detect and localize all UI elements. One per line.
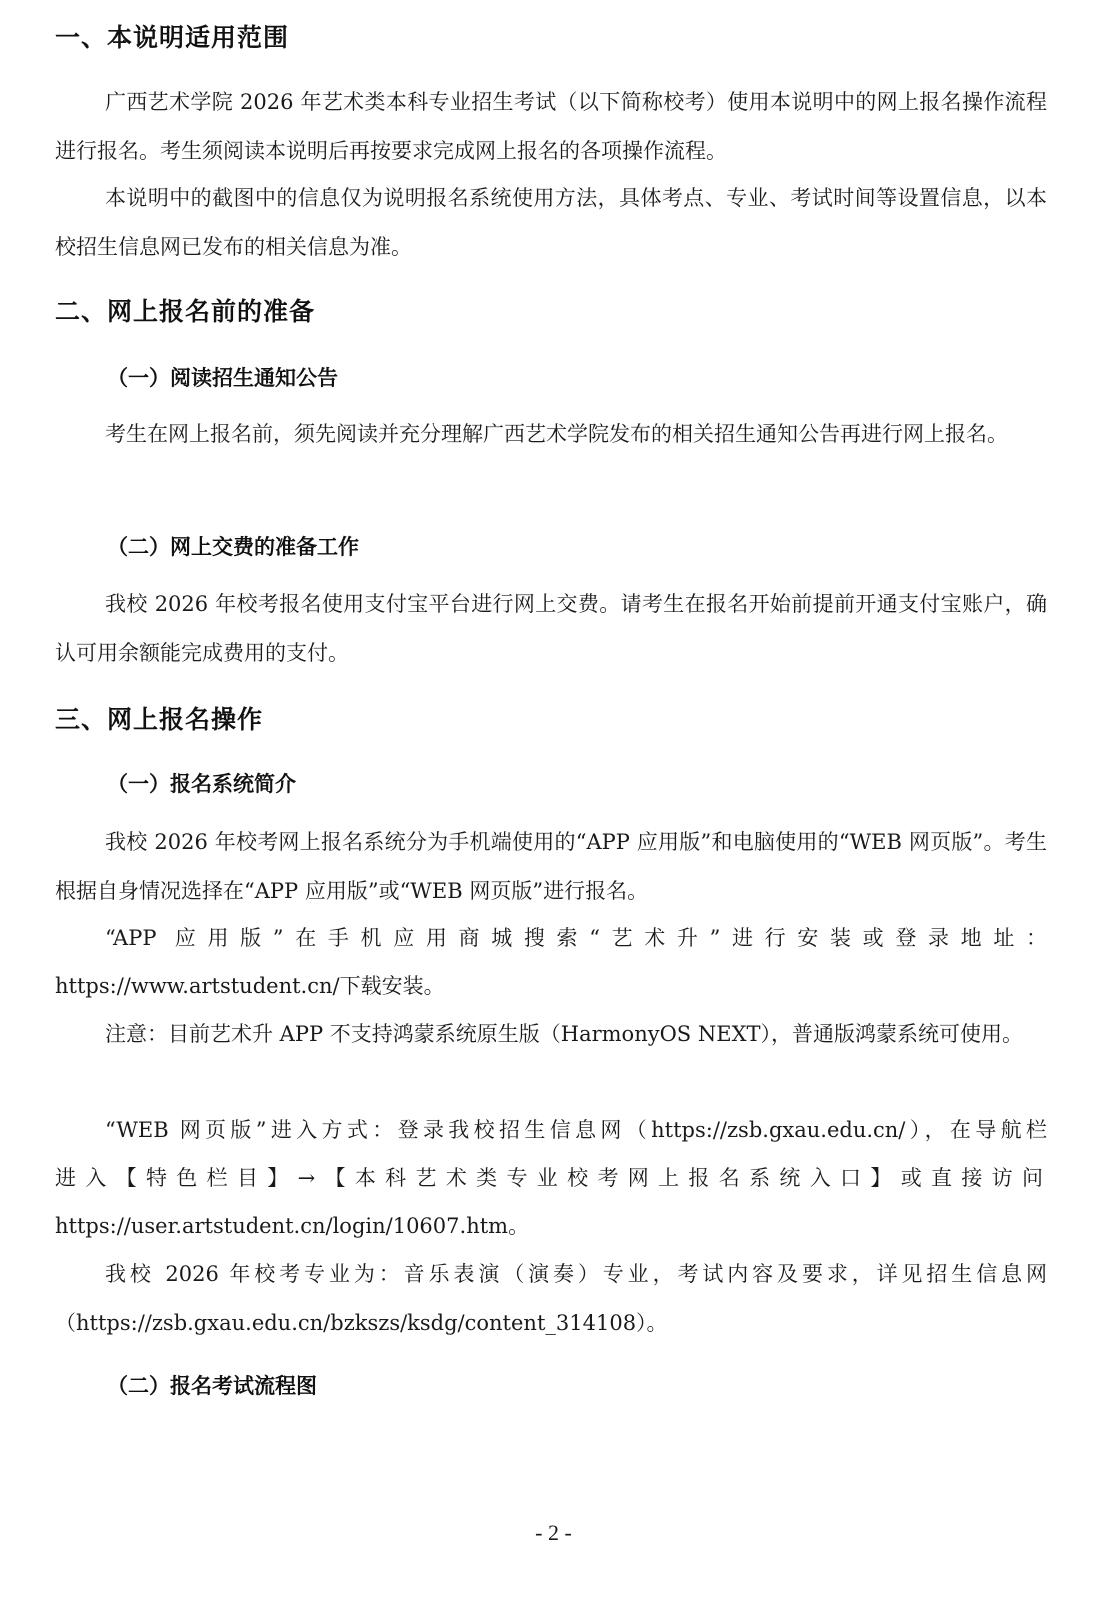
paragraph-web-version: “WEB 网页版”进入方式：登录我校招生信息网（https://zsb.gxau.edu.cn/），在导航栏 <box>105 1118 1047 1142</box>
paragraph-scope-2: 本说明中的截图中的信息仅为说明报名系统使用方法，具体考点、专业、考试时间等设置信息，以本校招生信息网已发布的相关信息为准。 <box>55 186 1047 259</box>
subsection-heading-read-notice: （一）阅读招生通知公告 <box>107 366 338 390</box>
link-artstudent-login[interactable]: https://user.artstudent.cn/login/10607.htm。 <box>55 1214 530 1238</box>
paragraph-system-intro: 我校 2026 年校考网上报名系统分为手机端使用的“APP 应用版”和电脑使用的“WEB 网页版”。考生根据自身情况选择在“APP 应用版”或“WEB 网页版”进行报名。 <box>55 830 1047 903</box>
paragraph-exam-major: 我校 2026 年校考专业为：音乐表演（演奏）专业，考试内容及要求，详见招生信息网（https://zsb.gxau.edu.cn/bzkszs/ksdg/content_314108）。 <box>55 1262 1047 1335</box>
section-heading-3: 三、网上报名操作 <box>55 705 264 734</box>
page-number: - 2 - <box>535 1520 572 1545</box>
subsection-heading-flowchart: （二）报名考试流程图 <box>107 1374 317 1398</box>
subsection-heading-system-intro: （一）报名系统简介 <box>107 772 296 796</box>
paragraph-payment-prep: 我校 2026 年校考报名使用支付宝平台进行网上交费。请考生在报名开始前提前开通支付宝账户，确认可用余额能完成费用的支付。 <box>55 592 1047 665</box>
paragraph-app-version: “APP 应用版”在手机应用商城搜索“艺术升”进行安装或登录地址： <box>105 926 1047 950</box>
paragraph-read-notice: 考生在网上报名前，须先阅读并充分理解广西艺术学院发布的相关招生通知公告再进行网上报名。 <box>105 422 1008 446</box>
paragraph-scope-1: 广西艺术学院 2026 年艺术类本科专业招生考试（以下简称校考）使用本说明中的网上报名操作流程进行报名。考生须阅读本说明后再按要求完成网上报名的各项操作流程。 <box>55 90 1047 163</box>
paragraph-web-nav-path: 进入【特色栏目】→【本科艺术类专业校考网上报名系统入口】或直接访问 <box>55 1166 1047 1190</box>
subsection-heading-payment-prep: （二）网上交费的准备工作 <box>107 535 359 559</box>
section-heading-1: 一、本说明适用范围 <box>55 23 290 52</box>
link-artstudent-download[interactable]: https://www.artstudent.cn/下载安装。 <box>55 974 445 998</box>
paragraph-harmony-note: 注意：目前艺术升 APP 不支持鸿蒙系统原生版（HarmonyOS NEXT），普通版鸿蒙系统可使用。 <box>105 1022 1024 1046</box>
section-heading-2: 二、网上报名前的准备 <box>55 297 316 326</box>
